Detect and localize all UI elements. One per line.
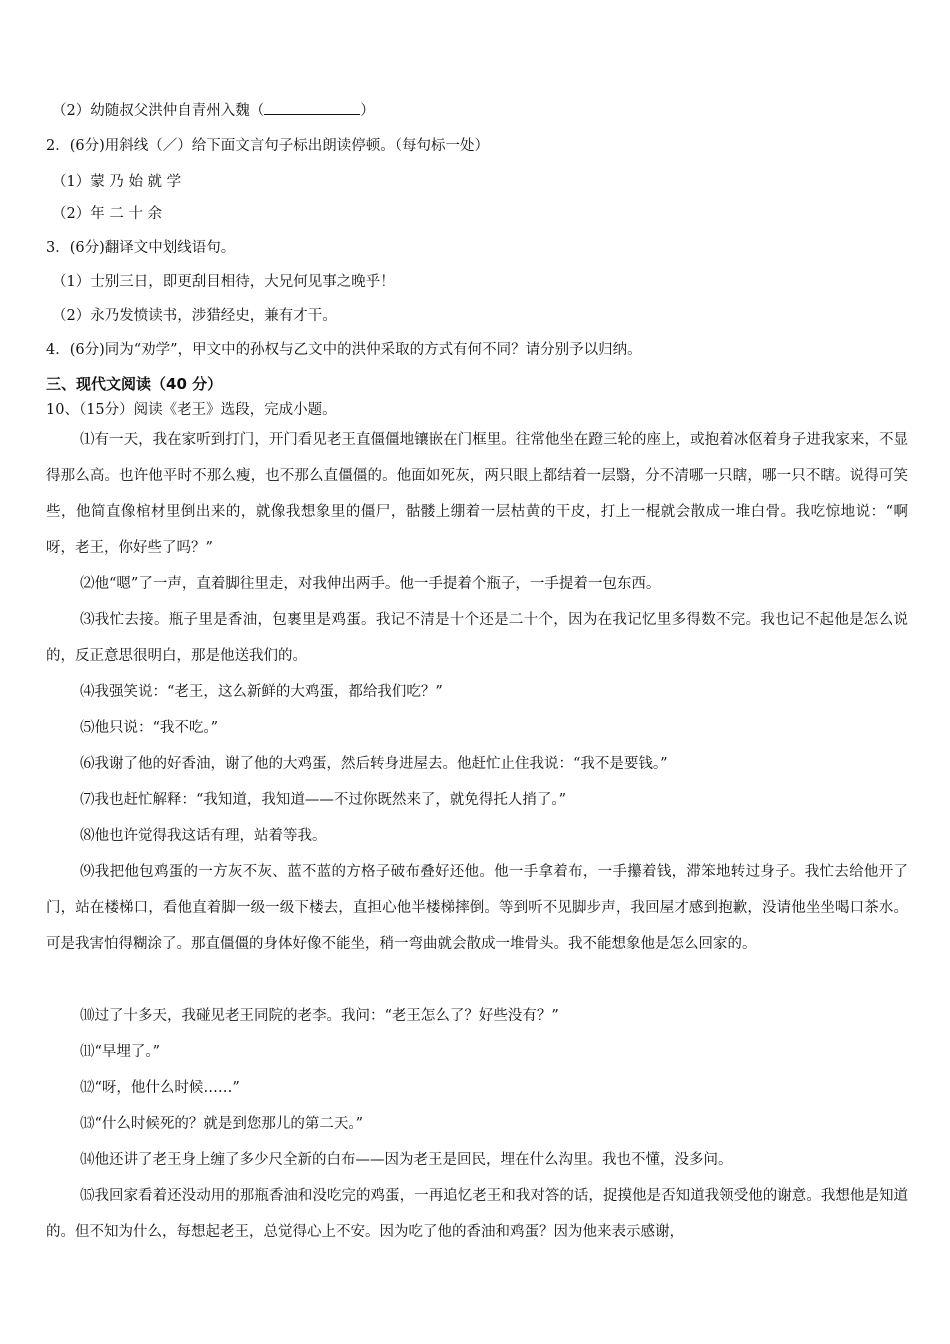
passage-paragraph-2: ⑵他“嗯”了一声，直着脚往里走，对我伸出两手。他一手提着个瓶子，一手提着一包东西。 — [80, 576, 661, 592]
question-1-2-close: ） — [360, 103, 375, 119]
question-3-1: （1）士别三日，即更刮目相待，大兄何见事之晚乎！ — [52, 274, 395, 290]
question-1-2 — [52, 100, 375, 121]
passage-paragraph-7: ⑺我也赶忙解释：“我知道，我知道——不过你既然来了，就免得托人捎了。” — [80, 792, 567, 808]
question-2-2: （2）年 二 十 余 — [52, 206, 163, 222]
question-2-1: （1）蒙 乃 始 就 学 — [52, 174, 182, 190]
question-10: 10、（15分）阅读《老王》选段，完成小题。 — [46, 402, 337, 418]
passage-paragraph-15: ⒂我回家看着还没动用的那瓶香油和没吃完的鸡蛋，一再追忆老王和我对答的话，捉摸他是否知道我领受他的谢意。我想他是知道的。但不知为什么，每想起老王，总觉得心上不安。因为吃了他的香油和鸡蛋？因为他来表示感谢， — [46, 1188, 908, 1240]
passage-paragraph-14: ⒁他还讲了老王身上缠了多少尺全新的白布——因为老王是回民，埋在什么沟里。我也不懂，没多问。 — [80, 1152, 733, 1168]
question-3: 3．(6分)翻译文中划线语句。 — [46, 240, 236, 256]
passage-paragraph-13: ⒀“什么时候死的？就是到您那儿的第二天。” — [80, 1116, 364, 1132]
section-3-title: 三、现代文阅读（40 分） — [46, 375, 223, 393]
passage-paragraph-8: ⑻他也许觉得我这话有理，站着等我。 — [80, 828, 327, 844]
passage-paragraph-10: ⑽过了十多天，我碰见老王同院的老李。我问：“老王怎么了？好些没有？” — [80, 1008, 559, 1024]
passage-paragraph-6: ⑹我谢了他的好香油，谢了他的大鸡蛋，然后转身进屋去。他赶忙止住我说：“我不是要钱。” — [80, 756, 668, 772]
question-2: 2．(6分)用斜线（／）给下面文言句子标出朗读停顿。（每句标一处） — [46, 138, 490, 154]
passage-paragraph-5: ⑸他只说：“我不吃。” — [80, 720, 219, 736]
passage-paragraph-3: ⑶我忙去接。瓶子里是香油，包裹里是鸡蛋。我记不清是十个还是二十个，因为在我记忆里多得数不完。我也记不起他是怎么说的，反正意思很明白，那是他送我们的。 — [46, 612, 908, 664]
passage-paragraph-9: ⑼我把他包鸡蛋的一方灰不灰、蓝不蓝的方格子破布叠好还他。他一手拿着布，一手攥着钱，滞笨地转过身子。我忙去给他开了门，站在楼梯口，看他直着脚一级一级下楼去，直担心他半楼梯摔倒。等到听不见脚步声，我回屋才感到抱歉，没请他坐坐喝口茶水。可是我害怕得糊涂了。那直僵僵的身体好像不能坐，稍一弯曲就会散成一堆骨头。我不能想象他是怎么回家的。 — [46, 864, 908, 952]
passage-paragraph-1: ⑴有一天，我在家听到打门，开门看见老王直僵僵地镶嵌在门框里。往常他坐在蹬三轮的座上，或抱着冰伛着身子进我家来，不显得那么高。也许他平时不那么瘦，也不那么直僵僵的。他面如死灰，两只眼上都结着一层翳，分不清哪一只瞎，哪一只不瞎。说得可笑些，他简直像棺材里倒出来的，就像我想象里的僵尸，骷髅上绷着一层枯黄的干皮，打上一棍就会散成一堆白骨。我吃惊地说：“啊呀，老王，你好些了吗？” — [46, 432, 908, 556]
passage-paragraph-11: ⑾“早埋了。” — [80, 1044, 161, 1060]
passage-paragraph-12: ⑿“呀，他什么时候……” — [80, 1080, 240, 1096]
question-1-2-text: （2）幼随叔父洪仲自青州入魏（ — [52, 103, 265, 119]
question-3-2: （2）永乃发愤读书，涉猎经史，兼有才干。 — [52, 308, 337, 324]
answer-blank[interactable] — [264, 100, 360, 115]
passage-paragraph-4: ⑷我强笑说：“老王，这么新鲜的大鸡蛋，都给我们吃？” — [80, 684, 443, 700]
question-4: 4．(6分)同为“劝学”，甲文中的孙权与乙文中的洪仲采取的方式有何不同？请分别予以归纳。 — [46, 342, 642, 358]
